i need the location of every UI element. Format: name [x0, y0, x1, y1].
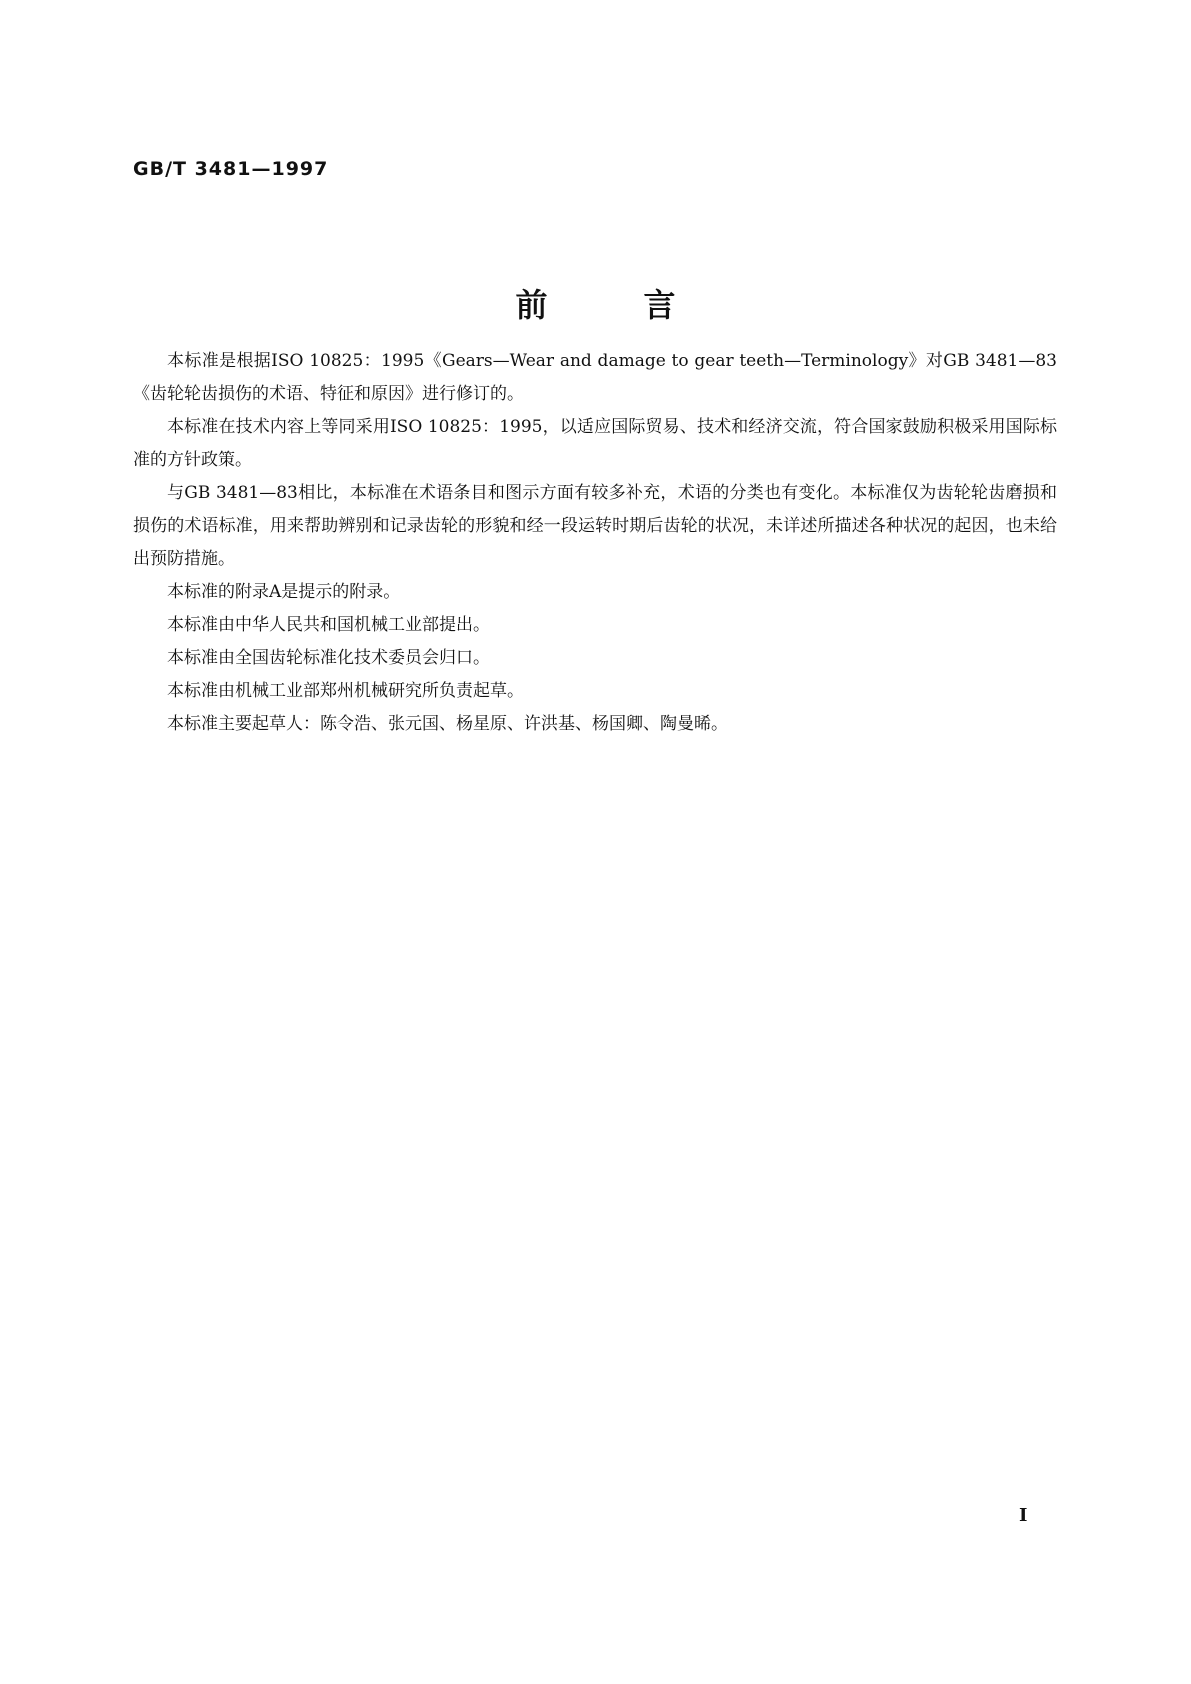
standard-code: GB/T 3481—1997	[133, 158, 329, 180]
paragraph: 本标准主要起草人：陈令浩、张元国、杨星原、许洪基、杨国卿、陶曼晞。	[167, 714, 728, 734]
paragraph: 本标准是根据ISO 10825：1995《Gears—Wear and damage to gear teeth—Terminology》对GB 3481—83《齿轮轮齿损伤的术语、特征和原因》进行修订的。	[133, 351, 1057, 404]
paragraph: 本标准在技术内容上等同采用ISO 10825：1995，以适应国际贸易、技术和经济交流，符合国家鼓励积极采用国际标准的方针政策。	[133, 417, 1057, 470]
paragraph: 与GB 3481—83相比，本标准在术语条目和图示方面有较多补充，术语的分类也有变化。本标准仅为齿轮轮齿磨损和损伤的术语标准，用来帮助辨别和记录齿轮的形貌和经一段运转时期后齿轮的状况，未详述所描述各种状况的起因，也未给出预防措施。	[133, 483, 1057, 569]
paragraph: 本标准由机械工业部郑州机械研究所负责起草。	[167, 681, 524, 701]
page-title: 前言	[515, 286, 772, 324]
preface-body	[133, 345, 1057, 741]
paragraph: 本标准由中华人民共和国机械工业部提出。	[167, 615, 490, 635]
paragraph: 本标准的附录A是提示的附录。	[167, 582, 401, 602]
page-number: Ⅰ	[1019, 1505, 1028, 1526]
paragraph: 本标准由全国齿轮标准化技术委员会归口。	[167, 648, 490, 668]
